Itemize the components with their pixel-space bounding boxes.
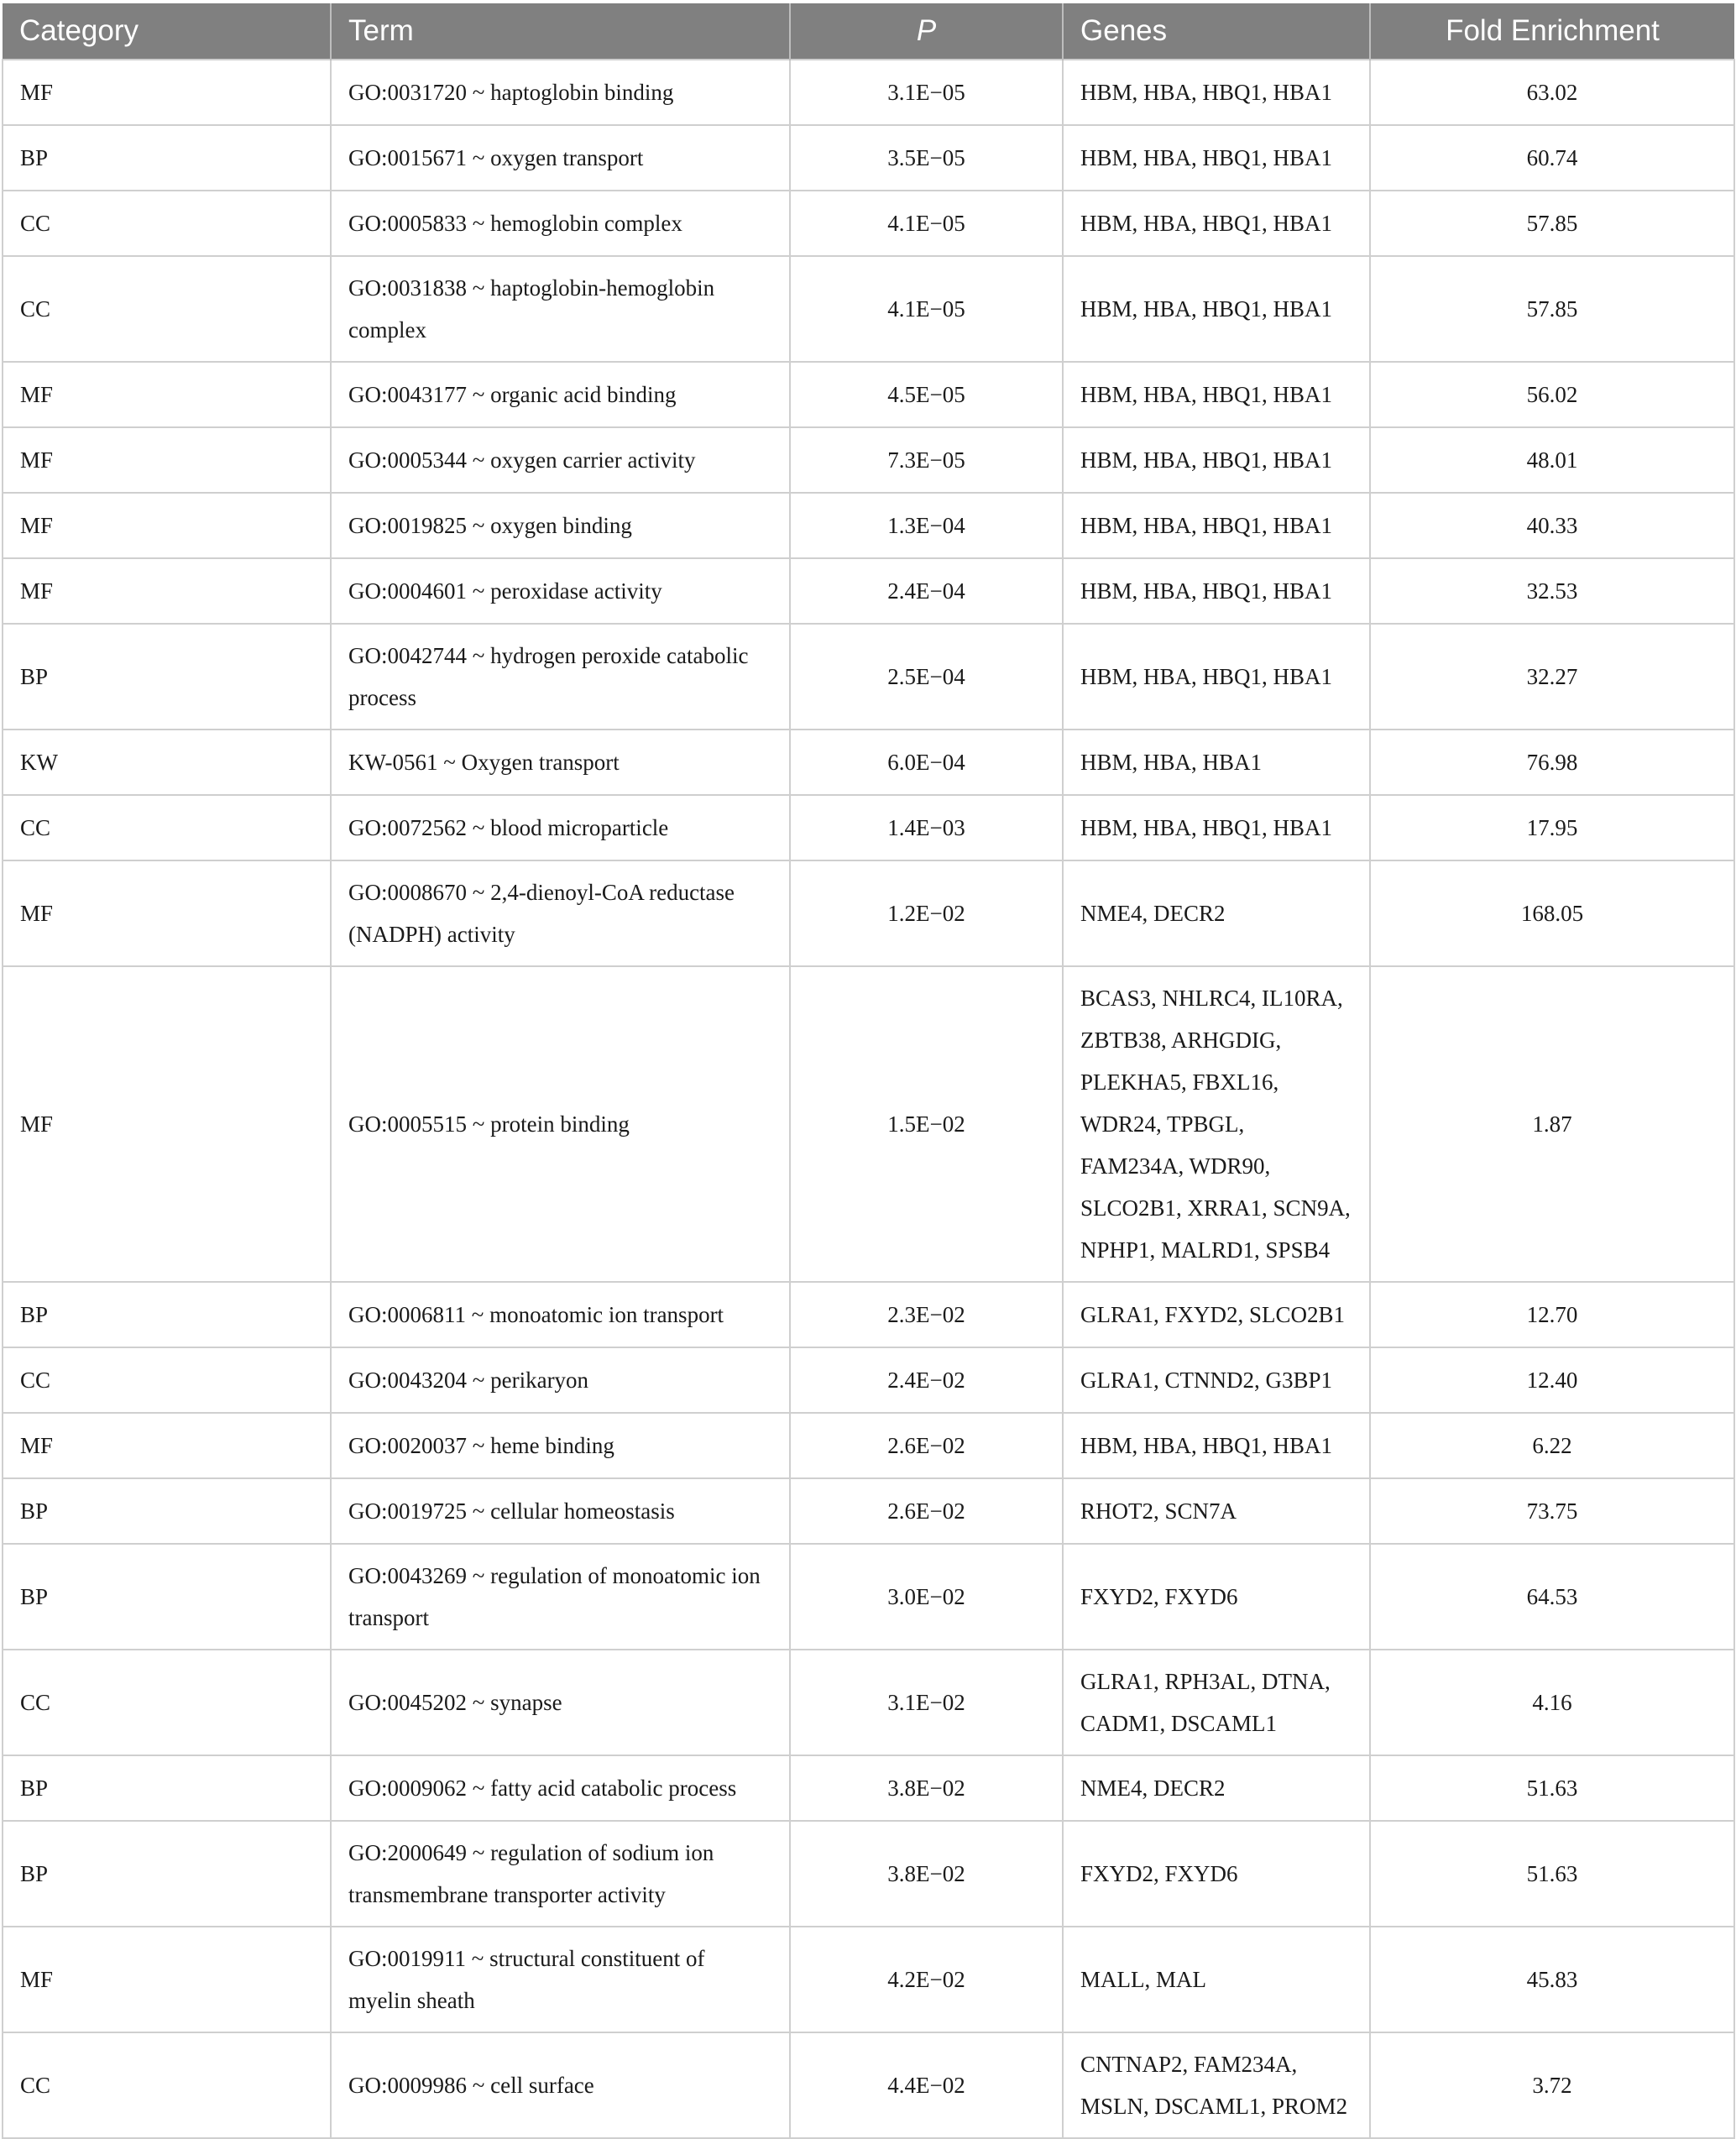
cell-category: MF — [3, 362, 331, 427]
cell-term: GO:0042744 ~ hydrogen peroxide catabolic process — [331, 624, 790, 730]
table-row — [3, 1927, 1734, 2032]
cell-genes: MALL, MAL — [1063, 1927, 1370, 2032]
table-row — [3, 966, 1734, 1282]
cell-term: GO:0005833 ~ hemoglobin complex — [331, 191, 790, 256]
cell-genes: HBM, HBA, HBQ1, HBA1 — [1063, 256, 1370, 362]
table-row — [3, 256, 1734, 362]
table-header — [3, 3, 1734, 60]
table-row — [3, 860, 1734, 966]
cell-p-value: 4.2E−02 — [790, 1927, 1063, 2032]
header-p-value: P — [790, 3, 1063, 60]
enrichment-table — [2, 3, 1735, 2139]
cell-genes: HBM, HBA, HBQ1, HBA1 — [1063, 60, 1370, 125]
table-row — [3, 624, 1734, 730]
cell-term: GO:0009986 ~ cell surface — [331, 2032, 790, 2138]
cell-genes: FXYD2, FXYD6 — [1063, 1821, 1370, 1927]
cell-term: GO:0019725 ~ cellular homeostasis — [331, 1478, 790, 1544]
cell-fold-enrichment: 64.53 — [1370, 1544, 1734, 1650]
table-row — [3, 730, 1734, 795]
cell-genes: HBM, HBA, HBQ1, HBA1 — [1063, 1413, 1370, 1478]
cell-category: BP — [3, 1544, 331, 1650]
cell-fold-enrichment: 57.85 — [1370, 256, 1734, 362]
cell-p-value: 3.1E−05 — [790, 60, 1063, 125]
cell-category: BP — [3, 1821, 331, 1927]
cell-category: BP — [3, 1755, 331, 1821]
cell-fold-enrichment: 51.63 — [1370, 1821, 1734, 1927]
cell-category: MF — [3, 60, 331, 125]
cell-fold-enrichment: 45.83 — [1370, 1927, 1734, 2032]
table-row — [3, 1650, 1734, 1755]
cell-p-value: 1.4E−03 — [790, 795, 1063, 860]
cell-genes: HBM, HBA, HBQ1, HBA1 — [1063, 125, 1370, 191]
cell-fold-enrichment: 63.02 — [1370, 60, 1734, 125]
cell-fold-enrichment: 60.74 — [1370, 125, 1734, 191]
table-row — [3, 558, 1734, 624]
cell-category: MF — [3, 1413, 331, 1478]
cell-p-value: 2.4E−04 — [790, 558, 1063, 624]
cell-fold-enrichment: 3.72 — [1370, 2032, 1734, 2138]
table-row — [3, 1755, 1734, 1821]
cell-fold-enrichment: 12.70 — [1370, 1282, 1734, 1347]
cell-category: MF — [3, 558, 331, 624]
header-term: Term — [331, 3, 790, 60]
cell-term: GO:0015671 ~ oxygen transport — [331, 125, 790, 191]
cell-genes: HBM, HBA, HBQ1, HBA1 — [1063, 191, 1370, 256]
cell-p-value: 7.3E−05 — [790, 427, 1063, 493]
cell-fold-enrichment: 6.22 — [1370, 1413, 1734, 1478]
cell-p-value: 2.6E−02 — [790, 1478, 1063, 1544]
cell-category: CC — [3, 1650, 331, 1755]
cell-category: MF — [3, 966, 331, 1282]
cell-genes: HBM, HBA, HBQ1, HBA1 — [1063, 362, 1370, 427]
cell-category: CC — [3, 256, 331, 362]
cell-fold-enrichment: 73.75 — [1370, 1478, 1734, 1544]
table-row — [3, 795, 1734, 860]
cell-genes: CNTNAP2, FAM234A, MSLN, DSCAML1, PROM2 — [1063, 2032, 1370, 2138]
cell-genes: FXYD2, FXYD6 — [1063, 1544, 1370, 1650]
cell-fold-enrichment: 32.27 — [1370, 624, 1734, 730]
cell-category: MF — [3, 427, 331, 493]
table-row — [3, 427, 1734, 493]
cell-term: KW-0561 ~ Oxygen transport — [331, 730, 790, 795]
table-row — [3, 1347, 1734, 1413]
cell-term: GO:0005515 ~ protein binding — [331, 966, 790, 1282]
cell-term: GO:0009062 ~ fatty acid catabolic process — [331, 1755, 790, 1821]
cell-term: GO:0043269 ~ regulation of monoatomic ion transport — [331, 1544, 790, 1650]
table-row — [3, 1544, 1734, 1650]
cell-term: GO:0043204 ~ perikaryon — [331, 1347, 790, 1413]
cell-fold-enrichment: 51.63 — [1370, 1755, 1734, 1821]
cell-genes: GLRA1, CTNND2, G3BP1 — [1063, 1347, 1370, 1413]
cell-term: GO:0006811 ~ monoatomic ion transport — [331, 1282, 790, 1347]
cell-p-value: 1.3E−04 — [790, 493, 1063, 558]
table-row — [3, 1821, 1734, 1927]
cell-p-value: 4.5E−05 — [790, 362, 1063, 427]
cell-category: MF — [3, 1927, 331, 2032]
cell-fold-enrichment: 56.02 — [1370, 362, 1734, 427]
cell-genes: HBM, HBA, HBQ1, HBA1 — [1063, 624, 1370, 730]
cell-category: MF — [3, 493, 331, 558]
cell-p-value: 2.3E−02 — [790, 1282, 1063, 1347]
cell-fold-enrichment: 40.33 — [1370, 493, 1734, 558]
cell-term: GO:0019911 ~ structural constituent of myelin sheath — [331, 1927, 790, 2032]
cell-fold-enrichment: 76.98 — [1370, 730, 1734, 795]
table-row — [3, 1478, 1734, 1544]
cell-category: MF — [3, 860, 331, 966]
cell-genes: HBM, HBA, HBQ1, HBA1 — [1063, 558, 1370, 624]
cell-p-value: 3.1E−02 — [790, 1650, 1063, 1755]
cell-p-value: 3.8E−02 — [790, 1821, 1063, 1927]
cell-genes: HBM, HBA, HBQ1, HBA1 — [1063, 795, 1370, 860]
cell-fold-enrichment: 12.40 — [1370, 1347, 1734, 1413]
cell-term: GO:0004601 ~ peroxidase activity — [331, 558, 790, 624]
cell-term: GO:0020037 ~ heme binding — [331, 1413, 790, 1478]
cell-fold-enrichment: 168.05 — [1370, 860, 1734, 966]
table-row — [3, 2032, 1734, 2138]
cell-fold-enrichment: 4.16 — [1370, 1650, 1734, 1755]
cell-category: CC — [3, 2032, 331, 2138]
table-row — [3, 1413, 1734, 1478]
cell-genes: NME4, DECR2 — [1063, 1755, 1370, 1821]
table-body — [3, 60, 1734, 2138]
cell-genes: GLRA1, FXYD2, SLCO2B1 — [1063, 1282, 1370, 1347]
cell-fold-enrichment: 57.85 — [1370, 191, 1734, 256]
cell-p-value: 4.4E−02 — [790, 2032, 1063, 2138]
cell-genes: HBM, HBA, HBQ1, HBA1 — [1063, 493, 1370, 558]
table-row — [3, 1282, 1734, 1347]
cell-term: GO:0019825 ~ oxygen binding — [331, 493, 790, 558]
cell-p-value: 2.4E−02 — [790, 1347, 1063, 1413]
cell-p-value: 1.5E−02 — [790, 966, 1063, 1282]
cell-p-value: 2.5E−04 — [790, 624, 1063, 730]
cell-genes: NME4, DECR2 — [1063, 860, 1370, 966]
cell-term: GO:2000649 ~ regulation of sodium ion transmembrane transporter activity — [331, 1821, 790, 1927]
cell-category: KW — [3, 730, 331, 795]
cell-genes: HBM, HBA, HBQ1, HBA1 — [1063, 427, 1370, 493]
header-row — [3, 3, 1734, 60]
cell-fold-enrichment: 32.53 — [1370, 558, 1734, 624]
cell-category: BP — [3, 125, 331, 191]
cell-p-value: 6.0E−04 — [790, 730, 1063, 795]
header-fold-enrichment: Fold Enrichment — [1370, 3, 1734, 60]
table-row — [3, 493, 1734, 558]
table-row — [3, 125, 1734, 191]
cell-p-value: 3.5E−05 — [790, 125, 1063, 191]
cell-p-value: 3.8E−02 — [790, 1755, 1063, 1821]
cell-term: GO:0043177 ~ organic acid binding — [331, 362, 790, 427]
cell-term: GO:0072562 ~ blood microparticle — [331, 795, 790, 860]
cell-category: CC — [3, 191, 331, 256]
cell-p-value: 1.2E−02 — [790, 860, 1063, 966]
cell-category: CC — [3, 1347, 331, 1413]
cell-category: BP — [3, 1282, 331, 1347]
table-row — [3, 60, 1734, 125]
cell-genes: RHOT2, SCN7A — [1063, 1478, 1370, 1544]
cell-fold-enrichment: 48.01 — [1370, 427, 1734, 493]
cell-p-value: 2.6E−02 — [790, 1413, 1063, 1478]
enrichment-table-container — [2, 3, 1735, 2139]
cell-p-value: 4.1E−05 — [790, 256, 1063, 362]
cell-category: BP — [3, 624, 331, 730]
cell-category: CC — [3, 795, 331, 860]
cell-term: GO:0031838 ~ haptoglobin-hemoglobin complex — [331, 256, 790, 362]
table-row — [3, 191, 1734, 256]
header-category: Category — [3, 3, 331, 60]
cell-p-value: 3.0E−02 — [790, 1544, 1063, 1650]
cell-genes: HBM, HBA, HBA1 — [1063, 730, 1370, 795]
cell-term: GO:0045202 ~ synapse — [331, 1650, 790, 1755]
header-genes: Genes — [1063, 3, 1370, 60]
cell-fold-enrichment: 17.95 — [1370, 795, 1734, 860]
cell-category: BP — [3, 1478, 331, 1544]
cell-p-value: 4.1E−05 — [790, 191, 1063, 256]
cell-genes: GLRA1, RPH3AL, DTNA, CADM1, DSCAML1 — [1063, 1650, 1370, 1755]
table-row — [3, 362, 1734, 427]
cell-genes: BCAS3, NHLRC4, IL10RA, ZBTB38, ARHGDIG, PLEKHA5, FBXL16, WDR24, TPBGL, FAM234A, WDR90, SLCO2B1, XRRA1, SCN9A, NPHP1, MALRD1, SPSB4 — [1063, 966, 1370, 1282]
cell-term: GO:0005344 ~ oxygen carrier activity — [331, 427, 790, 493]
cell-term: GO:0008670 ~ 2,4-dienoyl-CoA reductase (NADPH) activity — [331, 860, 790, 966]
cell-fold-enrichment: 1.87 — [1370, 966, 1734, 1282]
cell-term: GO:0031720 ~ haptoglobin binding — [331, 60, 790, 125]
